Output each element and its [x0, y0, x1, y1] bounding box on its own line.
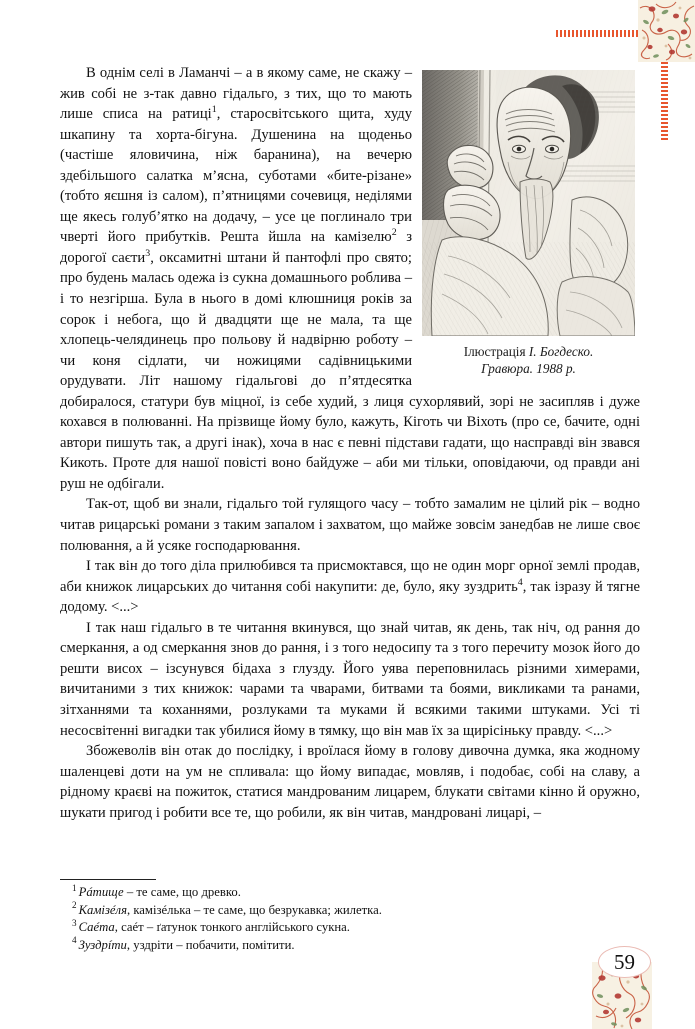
don-quixote-engraving-image: [422, 70, 635, 336]
footnote-definition: , саéт – ґатунок тонкого англійського сукна.: [114, 920, 350, 934]
footnote-definition: – те саме, що древко.: [123, 885, 241, 899]
footnote-number: 3: [72, 917, 77, 928]
footnote-number: 2: [72, 900, 77, 911]
footnote-reference-marker[interactable]: 4: [517, 576, 523, 588]
footnote-separator-rule: [60, 879, 156, 880]
footnote-item: [60, 919, 640, 937]
illustration-figure: [422, 70, 635, 336]
footnotes-section: [60, 879, 640, 954]
footnote-term: Зуздрíти: [78, 937, 127, 952]
footnote-item: [60, 902, 640, 920]
footnote-number: 1: [72, 882, 77, 893]
page-number: 59: [614, 949, 635, 974]
footnote-term: Саéта: [78, 920, 115, 934]
footnote-number: 4: [72, 935, 77, 946]
article-paragraph: І так наш гідальго в те читання вкинувся, що знай читав, як день, так ніч, од рання до смеркання, а од смеркання знов до рання, і з того недосипу та з того перечиту мозок його до решти висох – ізсунувся бідаха з глузду. Його уява переповнилась різними химерами, вичитаними з тих книжок: чарами та чварами, битвами та боями, викликами та ранами, зітханнями та коханнями, розлуками та муками й всякими такими штуками. Усі ті несосвітенні вигадки так убилися йому в тямку, що він мав їх за щирісіньку правду. <...>: [60, 619, 640, 739]
footnote-term: Рáтище: [78, 885, 124, 899]
caption-second-line: Гравюра. 1988 р.: [481, 360, 576, 376]
article-paragraph: В однім селі в Ламанчі – а в якому саме, не скажу – жив собі не з-так давно гідальго, з тих, що то мають лише списа на ратиці$^1$, старосвітського щита, худу шкапину та хорта-бігуна. Душенина на щоденьo (частіше яловичина, ніж баранина), на вечерю здебільшого салатка м’ясна, суботами «бите-різане» (тобто яєшня із салом), п’ятницями сочевиця, неділями ще якесь голуб’ятко на додачу, – усе це поглинало три чверті його прибутків. Решта йшла на камізелю$^2$ з дорогої саєти$^3$, оксамитні штани й пантофлі про свято; про будень малась одежа із сукна домашнього роблива – і то незгірша. Була в нього в домі клюшниця років за сорок і небога, що й двадцяти ще не мала, та ще хлопець-челядинець про польову й надвірню роботу – чи коня сідлати, чи ножицями садівницькими орудувати. Літ нашому гідальгові до п’ятдесятка добиралося, статури був міцної, із себе худий, з лиця сухорлявий, зорі не засипляв і дуже кохався в полюванні. На прізвище йому було, кажуть, Кіготь чи Віхоть (про се, бачите, одні автори пишуть так, а другі інак), хоча в нас є певні підстави гадати, що насправді він звався Кикоть. Проте для нашої повісті воно байдуже – аби ми тільки, оповідаючи, од правди ані руш не одбігали.: [60, 65, 640, 492]
caption-author: І. Богдеско.: [528, 344, 594, 359]
figure-caption: [420, 344, 637, 377]
caption-prefix: Ілюстрація: [463, 344, 529, 359]
dashed-rule-vertical-icon: [661, 62, 668, 142]
footnote-definition: , уздріти – побачити, помітити.: [126, 937, 295, 952]
article-paragraph: І так він до того діла прилюбився та присмоктався, що не один морг орної землі продав, аби книжок лицарських до читання собі накупити: де, було, яку зуздрить$^4$, так ізразу й тягне додому. <...>: [60, 558, 640, 616]
footnote-item: [60, 884, 640, 902]
footnote-term: Камізéля: [78, 902, 127, 917]
page-number-badge: [598, 946, 651, 978]
article-paragraph: Збожеволів він отак до послідку, і вроїлася йому в голову дивочна думка, яка жодному шаленцеві доти на ум не спливала: що йому випадає, мовляв, і подобає, собі на славу, а рідному краєві на пожиток, статися мандрованим лицарем, блукати світами кінно й оружно, шукати пригод і робити все те, що робили, як він читав, мандровані лицарі, –: [60, 743, 640, 821]
dashed-rule-horizontal-icon: [556, 30, 640, 37]
footnote-definition: , камізéлька – те саме, що безрукавка; жилетка.: [126, 902, 382, 917]
article-paragraph: Так-от, щоб ви знали, гідальго той гулящого часу – тобто замалим не цілий рік – водно читав рицарські романи з таким запалом і захватом, що майже зовсім занедбав не лише своє полювання, а й усяке господарювання.: [60, 496, 640, 554]
footnote-reference-marker[interactable]: 1: [211, 104, 217, 116]
footnote-reference-marker[interactable]: 2: [391, 227, 397, 239]
footnote-reference-marker[interactable]: 3: [145, 248, 151, 260]
footnote-item: [60, 937, 640, 955]
floral-ornament-square: [638, 0, 695, 62]
